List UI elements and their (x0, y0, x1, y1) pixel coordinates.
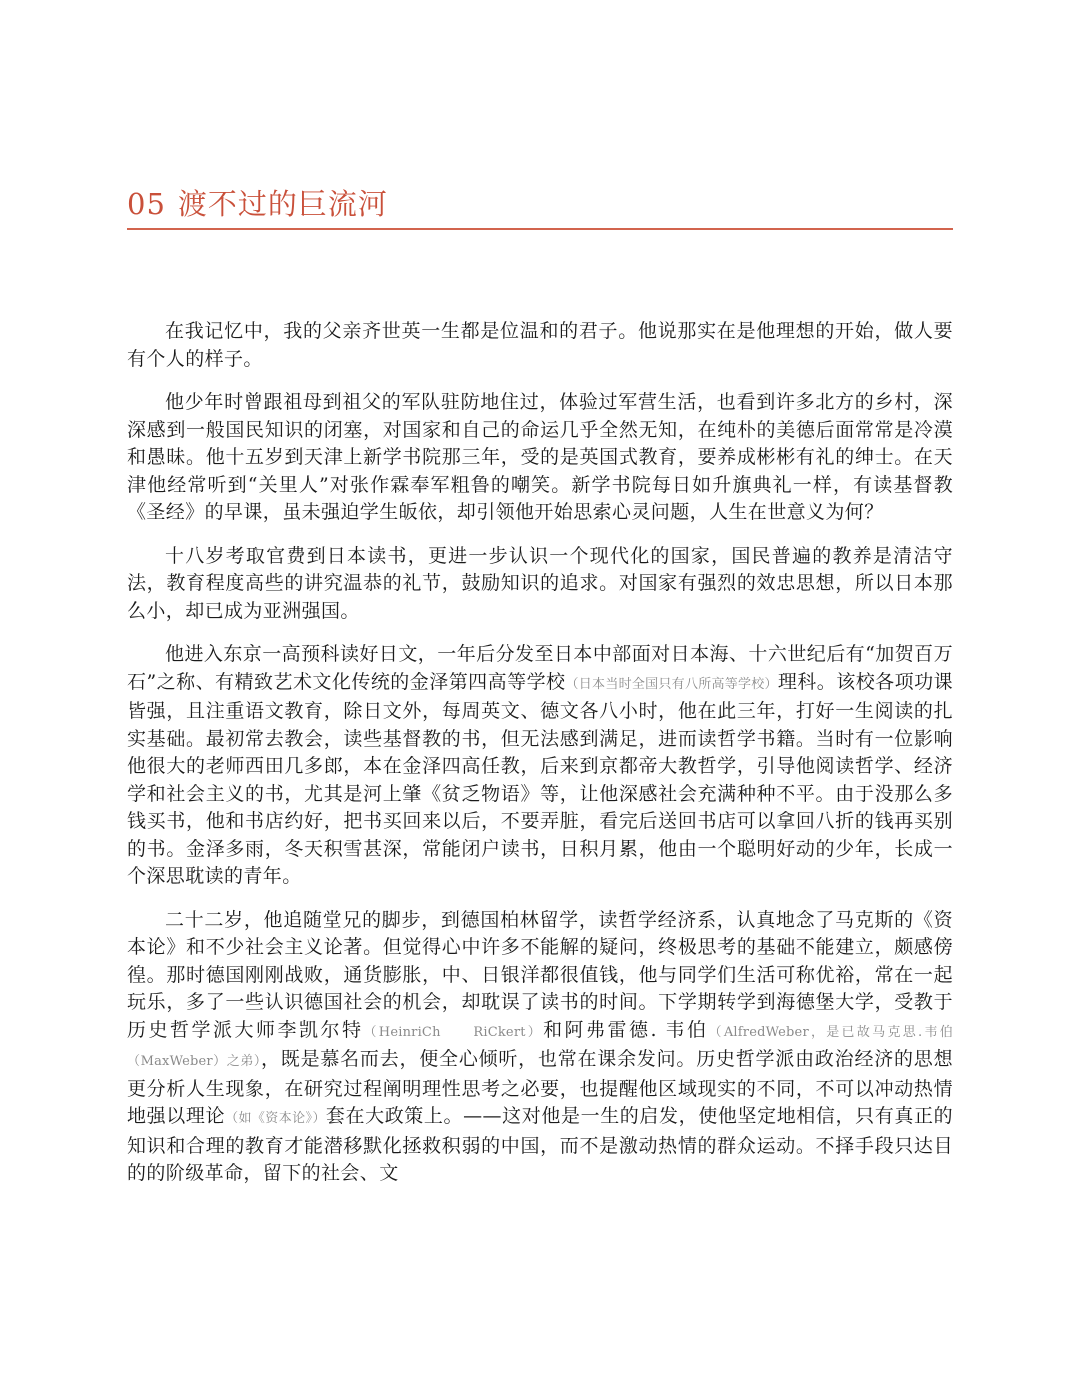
chapter-header (127, 184, 953, 230)
chapter-divider (127, 228, 953, 230)
paragraph-2 (127, 389, 953, 527)
inline-annotation: （日本当时全国只有八所高等学校） (565, 676, 778, 692)
paragraph-5 (127, 907, 953, 1188)
paragraph-1 (127, 318, 953, 373)
inline-annotation: （AlfredWeber，是已故马克思.韦伯（MaxWeber）之弟） (127, 1024, 953, 1069)
chapter-title (127, 184, 953, 224)
paragraph-text: 理科。该校各项功课皆强，且注重语文教育，除日文外，每周英文、德文各八小时，他在此三年，打好一生阅读的扎实基础。最初常去教会，读些基督教的书，但无法感到满足，进而读哲学书籍。当时有一位影响他很大的老师西田几多郎，本在金泽四高任教，后来到京都帝大教哲学，引导他阅读哲学、经济学和社会主义的书，尤其是河上肇《贫乏物语》等，让他深感社会充满种种不平。由于没那么多钱买书，他和书店约好，把书买回来以后，不要弄脏，看完后送回书店可以拿回八折的钱再买别的书。金泽多雨，冬天积雪甚深，常能闭户读书，日积月累，他由一个聪明好动的少年，长成一个深思耽读的青年。 (127, 670, 953, 887)
inline-annotation: （HeinriCh RiCkert） (363, 1024, 544, 1040)
paragraph-4 (127, 641, 953, 891)
paragraph-3 (127, 543, 953, 626)
inline-annotation: （如《资本论》） (225, 1111, 326, 1126)
paragraph-text: 十八岁考取官费到日本读书，更进一步认识一个现代化的国家，国民普遍的教养是清洁守法，教育程度高些的讲究温恭的礼节，鼓励知识的追求。对国家有强烈的效忠思想，所以日本那么小，却已成为亚洲强国。 (127, 544, 953, 622)
paragraph-text: ，既是慕名而去，便全心倾听，也常在课余发问。历史哲学派由政治经济的思想更分析人生现象，在研究过程阐明理性思考之必要，也提醒他区域现实的不同，不可以冲动热情地强以理论 (127, 1048, 953, 1127)
paragraph-text: 他少年时曾跟祖母到祖父的军队驻防地住过，体验过军营生活，也看到许多北方的乡村，深深感到一般国民知识的闭塞，对国家和自己的命运几乎全然无知，在纯朴的美德后面常常是冷漠和愚昧。他十五岁到天津上新学书院那三年，受的是英国式教育，要养成彬彬有礼的绅士。在天津他经常听到“关里人”对张作霖奉军粗鲁的嘲笑。新学书院每日如升旗典礼一样，有读基督教《圣经》的早课，虽未强迫学生皈依，却引领他开始思索心灵问题，人生在世意义为何？ (127, 391, 953, 523)
article-body (127, 318, 953, 1204)
paragraph-text: 和阿弗雷德. 韦伯 (543, 1018, 709, 1041)
chapter-number: 05 (127, 187, 166, 221)
paragraph-text: 套在大政策上。——这对他是一生的启发，使他坚定地相信，只有真正的知识和合理的教育才能潜移默化拯救积弱的中国，而不是激动热情的群众运动。不择手段只达目的的阶级革命，留下的社会、文 (127, 1105, 953, 1184)
chapter-title-text: 渡不过的巨流河 (177, 187, 388, 221)
paragraph-text: 二十二岁，他追随堂兄的脚步，到德国柏林留学，读哲学经济系，认真地念了马克斯的《资本论》和不少社会主义论著。但觉得心中许多不能解的疑问，终极思考的基础不能建立，颇感傍徨。那时德国刚刚战败，通货膨胀，中、日银洋都很值钱，他与同学们生活可称优裕，常在一起玩乐，多了一些认识德国社会的机会，却耽误了读书的时间。下学期转学到海德堡大学，受教于历史哲学派大师李凯尔特 (127, 908, 953, 1041)
paragraph-text: 在我记忆中，我的父亲齐世英一生都是位温和的君子。他说那实在是他理想的开始，做人要有个人的样子。 (127, 320, 953, 370)
paragraph-text: 他进入东京一高预科读好日文，一年后分发至日本中部面对日本海、十六世纪后有“加贺百万石”之称、有精致艺术文化传统的金泽第四高等学校 (127, 643, 953, 693)
